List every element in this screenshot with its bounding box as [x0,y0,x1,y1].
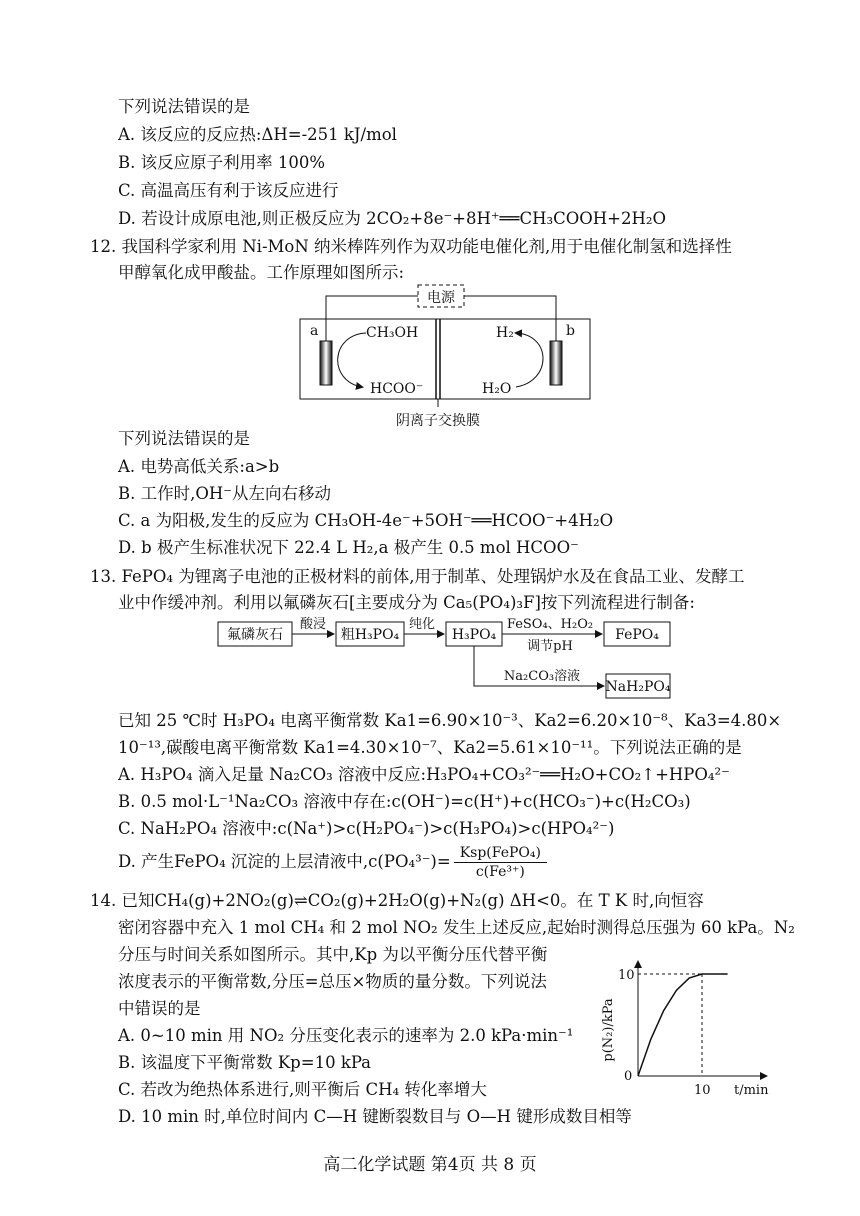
q13-option-d [118,840,547,884]
n2-pressure-curve [638,974,728,1076]
x-tick-label: 10 [694,1083,711,1098]
q12-option-b: B. 工作时,OH⁻从左向右移动 [118,484,331,503]
q14-line4: 浓度表示的平衡常数,分压=总压×物质的量分数。下列说法 [118,972,547,991]
h2-label: H₂ [496,325,514,341]
flow-box-fepo4-label: FePO₄ [615,627,659,643]
q14-option-a: A. 0~10 min 用 NO₂ 分压变化表示的速率为 2.0 kPa·min⁻¹ [118,1026,574,1045]
y-axis-label: p(N₂)/kPa [601,998,616,1062]
q13-known-line2: 10⁻¹³,碳酸电离平衡常数 Ka1=4.30×10⁻⁷、Ka2=5.61×10⁻¹¹。下列说法正确的是 [118,738,742,757]
power-source-label: 电源 [427,290,455,306]
q14-line1: 14. 已知CH₄(g)+2NO₂(g)⇌CO₂(g)+2H₂O(g)+N₂(g) ΔH<0。在 T K 时,向恒容 [90,891,704,910]
process-flowchart [210,612,680,704]
flow-step-purify: 纯化 [408,617,436,632]
flow-box-fluorapatite-label: 氟磷灰石 [227,627,283,643]
electrode-a-label: a [310,323,319,339]
q13-option-a: A. H₃PO₄ 滴入足量 Na₂CO₃ 溶液中反应:H₃PO₄+CO₃²⁻══H₂O+CO₂↑+HPO₄²⁻ [118,765,730,784]
q14-option-c: C. 若改为绝热体系进行,则平衡后 CH₄ 转化率增大 [118,1080,487,1099]
q13-line2: 业中作缓冲剂。利用以氟磷灰石[主要成分为 Ca₅(PO₄)₃F]按下列流程进行制备: [118,593,695,612]
cell-container [300,319,590,399]
electrode-a [320,341,332,385]
h2o-label: H₂O [482,381,512,397]
ksp-fraction [454,844,547,881]
q13-option-b: B. 0.5 mol·L⁻¹Na₂CO₃ 溶液中存在:c(OH⁻)=c(H⁺)+c(HCO₃⁻)+c(H₂CO₃) [118,792,691,811]
q13-known-line1: 已知 25 ℃时 H₃PO₄ 电离平衡常数 Ka1=6.90×10⁻³、Ka2=6.20×10⁻⁸、Ka3=4.80× [118,711,782,730]
q12-option-a: A. 电势高低关系:a>b [118,457,280,476]
q14-line5: 中错误的是 [118,999,201,1018]
q14-line2: 密闭容器中充入 1 mol CH₄ 和 2 mol NO₂ 发生上述反应,起始时测得总压强为 60 kPa。N₂ [118,918,795,937]
electrolysis-diagram [290,283,610,433]
q11-option-c: C. 高温高压有利于该反应进行 [118,181,339,200]
y-tick-label: 10 [618,968,635,983]
q13-line1: 13. FePO₄ 为锂离子电池的正极材料的前体,用于制革、处理锅炉水及在食品工业、发酵工 [90,567,745,586]
q14-option-d: D. 10 min 时,单位时间内 C—H 键断裂数目与 O—H 键形成数目相等 [118,1107,632,1126]
q11-option-d: D. 若设计成原电池,则正极反应为 2CO₂+8e⁻+8H⁺══CH₃COOH+2H₂O [118,209,667,228]
electrode-b [550,341,562,385]
flow-step-na2co3: Na₂CO₃溶液 [503,669,581,684]
q13-option-d-prefix: D. 产生FePO₄ 沉淀的上层清液中,c(PO₄³⁻)= [118,852,451,871]
q12-option-c: C. a 为阳极,发生的反应为 CH₃OH-4e⁻+5OH⁻══HCOO⁻+4H₂O [118,511,614,530]
q11-option-b: B. 该反应原子利用率 100% [118,153,326,172]
q14-line3: 分压与时间关系如图所示。其中,Kp 为以平衡分压代替平衡 [118,945,548,964]
ksp-numerator: Ksp(FePO₄) [454,844,547,863]
n2-pressure-chart [598,956,782,1104]
x-axis-label: t/min [734,1083,769,1098]
ch3oh-label: CH₃OH [366,325,419,341]
q12-stem: 下列说法错误的是 [118,429,250,448]
hcoo-label: HCOO⁻ [370,381,424,397]
flow-box-crude-h3po4-label: 粗H₃PO₄ [340,627,400,643]
q11-option-a: A. 该反应的反应热:ΔH=-251 kJ/mol [118,125,397,144]
membrane-label: 阴离子交换膜 [396,413,480,429]
flow-step-acid-leach: 酸浸 [299,617,327,632]
q14-option-b: B. 该温度下平衡常数 Kp=10 kPa [118,1053,372,1072]
flow-step-ph: 调节pH [527,639,573,654]
flow-step-feso4: FeSO₄、H₂O₂ [506,617,594,632]
origin-label: 0 [624,1069,633,1084]
q11-stem: 下列说法错误的是 [118,97,250,116]
q12-option-d: D. b 极产生标准状况下 22.4 L H₂,a 极产生 0.5 mol HCOO⁻ [118,538,579,557]
q12-line1: 12. 我国科学家利用 Ni-MoN 纳米棒阵列作为双功能电催化剂,用于电催化制氢和选择性 [90,237,732,256]
ksp-denominator: c(Fe³⁺) [475,864,525,880]
arrow-left-cycle [338,333,366,387]
flow-box-nah2po4-label: NaH₂PO₄ [605,679,671,695]
electrode-b-label: b [566,323,575,339]
page-footer: 高二化学试题 第4页 共 8 页 [323,1155,537,1175]
q13-option-c: C. NaH₂PO₄ 溶液中:c(Na⁺)>c(H₂PO₄⁻)>c(H₃PO₄)>c(HPO₄²⁻) [118,819,615,838]
flow-box-h3po4-label: H₃PO₄ [451,627,497,643]
arrow-right-cycle [516,333,543,387]
q12-line2: 甲醇氧化成甲酸盐。工作原理如图所示: [118,263,405,282]
